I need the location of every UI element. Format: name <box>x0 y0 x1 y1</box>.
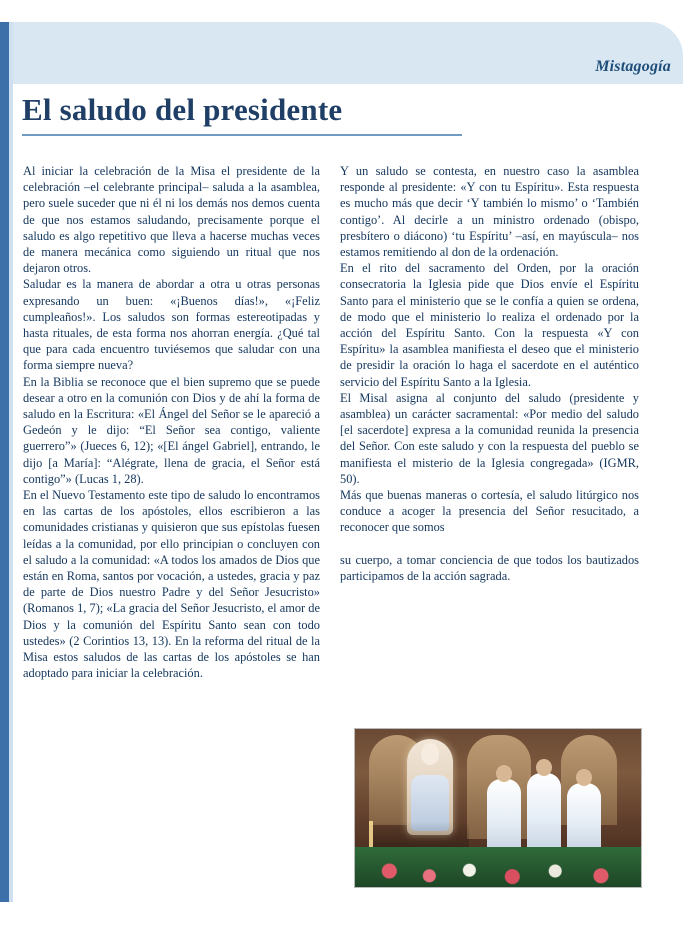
paragraph: su cuerpo, a tomar conciencia de que todos los bautizados participamos de la acción sagrada. <box>340 552 639 583</box>
page-title: El saludo del presidente <box>22 92 343 127</box>
photo-candles <box>369 821 469 847</box>
paragraph: Al iniciar la celebración de la Misa el presidente de la celebración –el celebrante principal– saluda a la asamblea, pero suele suceder que ni él ni los demás nos demos cuenta de que nos estamos saludando, precisamente porque el saludo es algo repetitivo que lleva a hacerse muchas veces de manera mecánica como siguiendo un ritual que nos dejaron otros. <box>23 164 320 276</box>
section-kicker: Mistagogía <box>595 58 671 75</box>
paragraph: El Misal asigna al conjunto del saludo (presidente y asamblea) un carácter sacramental: «Por medio del saludo [el sacerdote] expresa a la comunidad reunida la presencia del Señor. Con este saludo y con la respuesta del pueblo se manifiesta el misterio de la Iglesia congregada» (IGMR, 50). <box>340 390 639 486</box>
paragraph: En el Nuevo Testamento este tipo de saludo lo encontramos en las cartas de los apóstoles, ellos escribieron a las comunidades cristianas y quisieron que sus epístolas fuesen leídas a la comunidad, por ello principian o concluyen con el saludo a la comunidad: «A todos los amados de Dios que están en Roma, santos por vocación, a ustedes, gracia y paz de parte de Dios nuestro Padre y del Señor Jesucristo» (Romanos 1, 7); «La gracia del Señor Jesucristo, el amor de Dios y la comunión del Espíritu Santo sean con todo ustedes» (2 Corintios 13, 13). En la reforma del ritual de la Misa estos saludos de las cartas de los apóstoles se han adoptado para iniciar la celebración. <box>23 488 320 681</box>
photo-statue-head <box>421 743 439 765</box>
header-band <box>13 22 683 84</box>
photo-minister <box>527 773 561 853</box>
paragraph: En el rito del sacramento del Orden, por la oración consecratoria la Iglesia pide que Dios envíe el Espíritu Santo para el ministerio que se le confía a quien se ordena, de modo que el ministerio lo realiza el ordenado por la acción del Espíritu Santo. Con la respuesta «Y con Espíritu» la asamblea manifiesta el deseo que el ministerio de presidir la oración lo haga el sacerdote en el auténtico servicio del Espíritu Santo a la Iglesia. <box>340 261 639 389</box>
left-accent-bar-light <box>9 22 13 902</box>
paragraph: Más que buenas maneras o cortesía, el saludo litúrgico nos conduce a acoger la presencia del Señor resucitado, a reconocer que somos <box>340 488 639 535</box>
paragraph: Saludar es la manera de abordar a otra u otras personas expresando un buen: «¡Buenos días!», «¡Feliz cumpleaños!». Los saludos son formas estereotipadas y hasta rituales, de esta forma nos ahorran energía. ¿Qué tal que para cada encuentro tuviésemos que saludar con una forma siempre nueva? <box>23 277 320 373</box>
paragraph: Y un saludo se contesta, en nuestro caso la asamblea responde al presidente: «Y con tu Espíritu». Esta respuesta es mucho más que decir ‘Y también lo mismo’ o ‘También contigo’. Al decirle a un ministro ordenado (obispo, presbítero o diácono) ‘tu Espíritu’ –así, en mayúscula– nos estamos remitiendo al don de la ordenación. <box>340 164 639 260</box>
title-underline <box>22 134 462 136</box>
column-right <box>340 163 639 584</box>
header-divider <box>13 84 683 86</box>
article-photo <box>354 728 642 888</box>
photo-minister <box>567 783 601 853</box>
photo-flowers <box>355 847 641 887</box>
photo-minister <box>487 779 521 853</box>
column-left <box>23 163 320 682</box>
paragraph: En la Biblia se reconoce que el bien supremo que se puede desear a otro en la comunión con Dios y de ahí la forma de saludo en la Escritura: «El Ángel del Señor se le apareció a Gedeón y le dijo: “El Señor sea contigo, valiente guerrero”» (Jueces 6, 12); «[El ángel Gabriel], entrando, le dijo [a María]: “Alégrate, llena de gracia, el Señor está contigo”» (Lucas 1, 28). <box>23 374 320 486</box>
left-accent-bar <box>0 22 9 902</box>
